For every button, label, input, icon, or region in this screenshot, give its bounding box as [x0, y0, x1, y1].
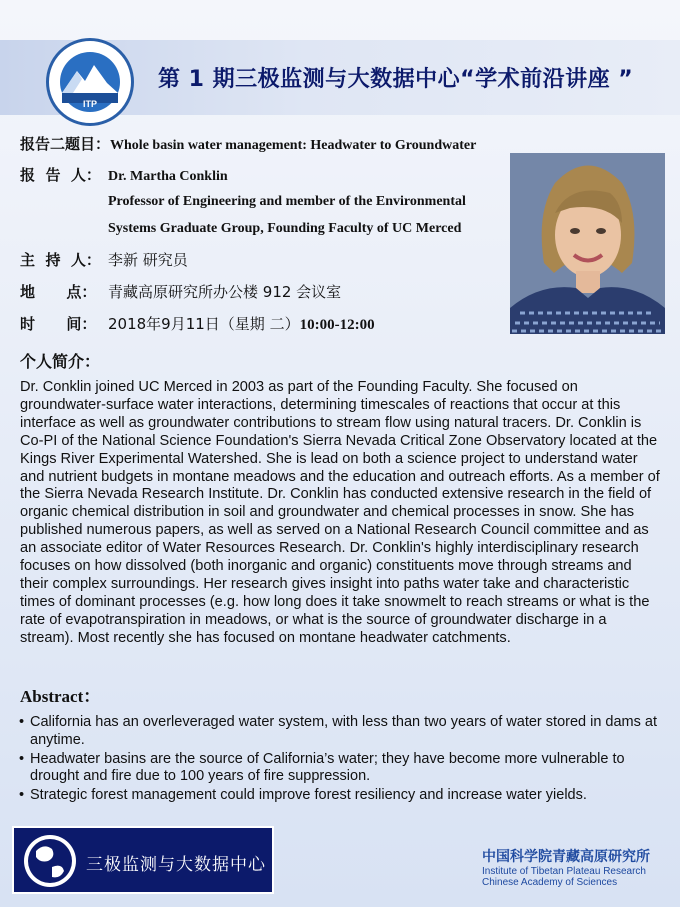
- host-value: 李新 研究员: [108, 251, 188, 269]
- topic-row: [20, 133, 476, 154]
- speaker-title-line-2: Systems Graduate Group, Founding Faculty of UC Merced: [108, 221, 462, 236]
- topic-label: 报告二题目：: [20, 135, 111, 153]
- page-title: 第 1 期三极监测与大数据中心“学术前沿讲座 ”: [158, 67, 634, 92]
- speaker-name: Dr. Martha Conklin: [108, 169, 228, 184]
- abstract-item: • Strategic forest management could improve forest resiliency and increase water yields.: [18, 787, 658, 805]
- speaker-row: [20, 164, 228, 185]
- time-value-date: 2018年9月11日（星期 二）: [108, 315, 300, 333]
- speaker-label: 报 告 人：: [20, 166, 101, 184]
- host-label: 主 持 人：: [20, 251, 101, 269]
- bio-text: Dr. Conklin joined UC Merced in 2003 as part of the Founding Faculty. She focused on groundwater-surface water interactions, determining timescales of reactions that occur at this interface as well as groundwater contributions to stream flow using natural tracers. Dr. Conklin is Co-PI of the National Science Foundation's Sierra Nevada Critical Zone Observatory located at the Kings River Experimental Watershed. She is lead on both a science project to understand water and nutrient budgets in montane meadows and the education and outreach efforts. As a member of the Sierra Nevada Research Institute. Dr. Conklin has conducted extensive research in the field of organic chemical distribution in soil and groundwater and chemical processes in snow. She has published numerous papers, as well as served on a National Research Council committee and as an associate editor of Water Resources Research. Dr. Conklin's highly interdisciplinary research focuses on how dissolved (both inorganic and organic) constituents move through streams and their complex surroundings. Her research gives insight into paths water take and characteristic times of dominant processes (e.g. how long does it take snowmelt to reach streams or what is the rate of evapotranspiration in meadows, or what is the source of groundwater discharge in a stream). Most recently she has focused on montane headwater catchments.: [20, 379, 660, 646]
- itp-logo: [46, 38, 134, 126]
- topic-value: Whole basin water management: Headwater to Groundwater: [110, 138, 477, 153]
- speaker-title-line-1: Professor of Engineering and member of the Environmental: [108, 194, 466, 209]
- logo-text: ITP: [82, 99, 98, 109]
- time-label: 时 间：: [20, 315, 97, 333]
- abstract-item: • California has an overleveraged water system, with less than two years of water stored in dams at anytime.: [18, 714, 658, 750]
- time-value-hours: 10:00-12:00: [299, 317, 375, 333]
- abstract-item: • Headwater basins are the source of California’s water; they have become more vulnerable to drought and fire due to 100 years of fire suppression.: [18, 751, 658, 787]
- venue-value: 青藏高原研究所办公楼 912 会议室: [108, 283, 342, 301]
- speaker-photo: [510, 153, 665, 334]
- time-row: [20, 313, 375, 334]
- host-row: [20, 249, 188, 270]
- institute-name-en-1: Institute of Tibetan Plateau Research: [482, 866, 646, 877]
- institute-name-en-2: Chinese Academy of Sciences: [482, 877, 618, 888]
- venue-row: [20, 281, 341, 302]
- footer-banner: [12, 826, 274, 894]
- institute-name-cn: 中国科学院青藏高原研究所: [482, 849, 650, 865]
- bio-heading: 个人简介：: [20, 352, 101, 371]
- venue-label: 地 点：: [20, 283, 97, 301]
- abstract-heading: Abstract：: [20, 687, 101, 706]
- institute-block: [482, 846, 650, 888]
- abstract-list: [18, 714, 658, 806]
- footer-banner-text: 三极监测与大数据中心: [86, 855, 266, 875]
- globe-icon: [22, 833, 78, 889]
